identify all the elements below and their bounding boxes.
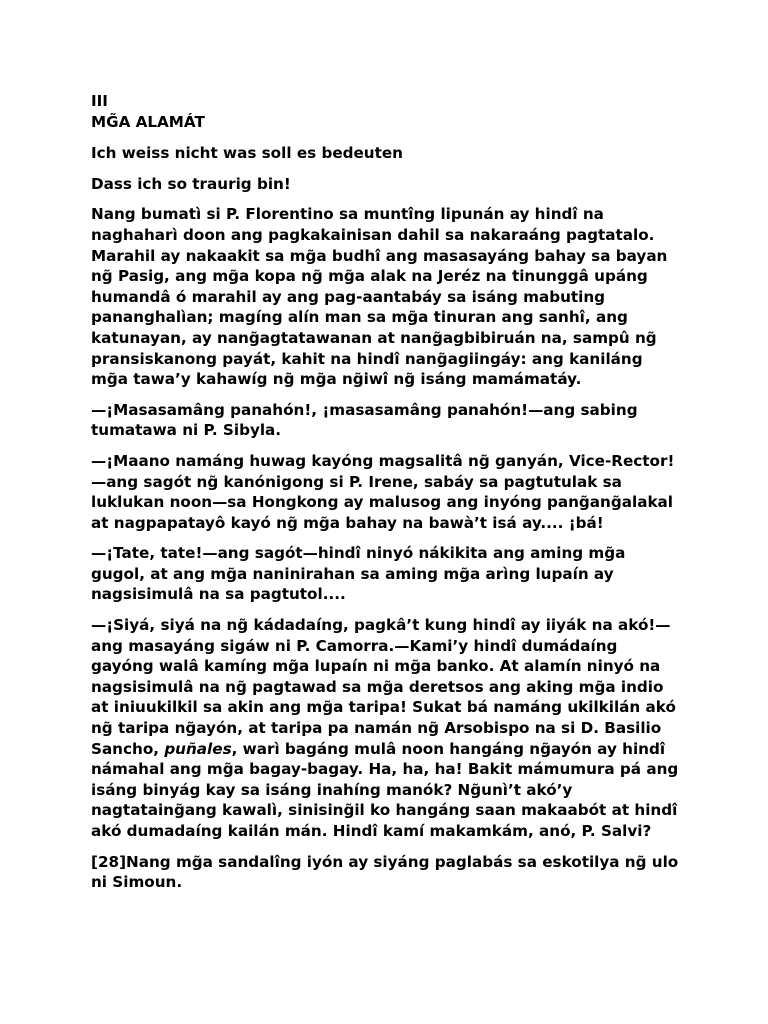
text-line: pananghalìan; magíng alín man sa mg̃a tinuran ang sanhî, ang [91, 308, 628, 327]
text-line: —¡Siyá, siyá na ng̃ kádadaíng, pagkâ’t kung hindî ay iiyák na akó!— [91, 616, 671, 635]
paragraph [91, 451, 691, 533]
text-line: nagsisimulâ na ng̃ pagtawad sa mg̃a deretsos ang aking mg̃a indio [91, 677, 664, 696]
text-line: humandâ ó marahil ay ang pag-aantabáy sa isáng mabuting [91, 287, 606, 306]
italic-word: puñales [164, 739, 232, 758]
paragraph [91, 400, 691, 441]
paragraph [91, 615, 691, 842]
text-fragment: warì bagáng mulâ noon hangáng ng̃ayón ay hindî [242, 739, 666, 758]
text-line: Nang bumatì si P. Florentino sa muntîng lipunán ay hindî na [91, 205, 604, 224]
text-line: gugol, at ang mg̃a naninirahan sa aming mg̃a arìng lupaín ay [91, 564, 614, 583]
chapter-heading [91, 91, 691, 132]
text-line: pransiskanong payát, kahit na hindî nang̃agiingáy: ang kaniláng [91, 349, 643, 368]
text-line: námahal ang mg̃a bagay-bagay. Ha, ha, ha! Bakit mámumura pá ang [91, 760, 679, 779]
paragraph [91, 204, 691, 389]
text-line: —ang sagót ng̃ kanónigong si P. Irene, sabáy sa pagtutulak sa [91, 472, 622, 491]
text-line: Marahil ay nakaakit sa mg̃a budhî ang masasayáng bahay sa bayan [91, 246, 668, 265]
text-line: ang masayáng sigáw ni P. Camorra.—Kami’y hindî dumádaíng [91, 636, 618, 655]
paragraph [91, 543, 691, 605]
text-fragment: Sancho, [91, 739, 165, 758]
paragraph [91, 852, 691, 893]
text-line: —¡Tate, tate!—ang sagót—hindî ninyó nákikita ang aming mg̃a [91, 544, 626, 563]
text-line: nagtataing̃ang kawalì, sinising̃il ko hangáng saan makaabót at hindî [91, 801, 678, 820]
epigraph-line: Dass ich so traurig bin! [91, 174, 291, 193]
text-fragment: , [231, 739, 243, 758]
chapter-number: III [91, 92, 108, 110]
text-line: naghaharì doon ang pagkakainisan dahil sa nakaraáng pagtatalo. [91, 225, 655, 244]
text-line: akó dumadaíng kailán mán. Hindî kamí makamkám, anó, P. Salvi? [91, 822, 652, 840]
text-line: isáng binyág kay sa isáng inahíng manók? Ng̃unì’t akó’y [91, 780, 573, 799]
text-line: —¡Masasamâng panahón!, ¡masasamâng panahón!—ang sabing [91, 400, 638, 419]
text-line: —¡Maano namáng huwag kayóng magsalitâ ng̃ ganyán, Vice-Rector! [91, 451, 675, 470]
text-line: gayóng walâ kamíng mg̃a lupaín ni mg̃a banko. At alamín ninyó na [91, 657, 661, 676]
chapter-title: MG̃A ALAMÁT [91, 112, 205, 131]
text-line: katunayan, ay nang̃agtatawanan at nang̃agbibiruán na, sampû ng̃ [91, 328, 657, 347]
epigraph-line: Ich weiss nicht was soll es bedeuten [91, 144, 403, 163]
text-line: nagsisimulâ na sa pagtutol.... [91, 585, 346, 604]
text-line: [28]Nang mg̃a sandalîng iyón ay siyáng paglabás sa eskotilya ng̃ ulo [91, 852, 679, 871]
text-line: tumatawa ni P. Sibyla. [91, 421, 282, 440]
text-line: mg̃a tawa’y kahawíg ng̃ mg̃a ng̃iwî ng̃ isáng mamámatáy. [91, 370, 582, 389]
document-page [91, 91, 691, 903]
text-line: ni Simoun. [91, 873, 183, 892]
text-line: at nagpapatayô kayó ng̃ mg̃a bahay na bawà’t isá ay.... ¡bá! [91, 513, 604, 532]
text-line: luklukan noon—sa Hongkong ay malusog ang inyóng pang̃ang̃alakal [91, 493, 673, 512]
text-line-mixed [91, 739, 691, 760]
text-line: ng̃ Pasig, ang mg̃a kopa ng̃ mg̃a alak na Jeréz na tinunggâ upáng [91, 267, 648, 286]
text-line: at iniuukilkil sa akin ang mg̃a taripa! Sukat bá namáng ukilkilán akó [91, 698, 676, 717]
text-line: ng̃ taripa ng̃ayón, at taripa pa namán ng̃ Arsobispo na si D. Basilio [91, 719, 662, 738]
